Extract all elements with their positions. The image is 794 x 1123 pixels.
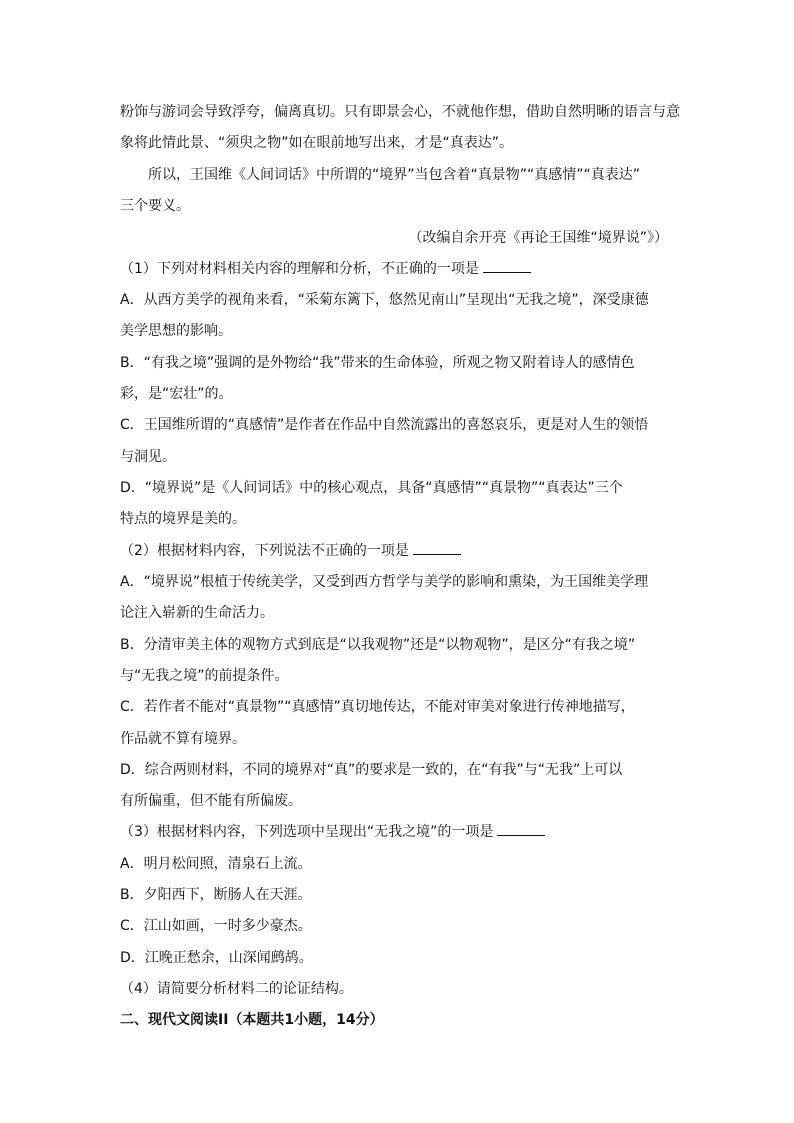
option-text: D．江晚正愁余，山深闻鹧鸪。: [120, 950, 313, 966]
question-3-stem: [120, 822, 680, 842]
option-text: 美学思想的影响。: [120, 323, 232, 339]
section-heading: 二、现代文阅读II（本题共1小题，14分）: [120, 1012, 384, 1028]
question-2-stem: [120, 541, 680, 561]
option-text: B．夕阳西下，断肠人在天涯。: [120, 887, 312, 903]
passage-line: 三个要义。: [120, 198, 190, 214]
answer-blank[interactable]: [497, 823, 545, 836]
option-text: A．“境界说”根植于传统美学，又受到西方哲学与美学的影响和熏染，为王国维美学理: [120, 574, 649, 590]
option-text: C．王国维所谓的“真感情”是作者在作品中自然流露出的喜怒哀乐，更是对人生的领悟: [120, 417, 649, 433]
question-1-stem: [120, 259, 680, 279]
option-text: 彩，是“宏壮”的。: [120, 386, 233, 402]
option-text: C．江山如画，一时多少豪杰。: [120, 918, 312, 934]
option-text: C．若作者不能对“真景物”“真感情”真切地传达，不能对审美对象进行传神地描写，: [120, 699, 635, 715]
passage-line: 粉饰与游词会导致浮夸，偏离真切。只有即景会心，不就他作想，借助自然明晰的语言与意: [120, 104, 680, 120]
source-citation: （改编自余开亮《再论王国维“境界说”》）: [408, 230, 668, 246]
option-text: 与洞见。: [120, 449, 176, 465]
option-text: A．从西方美学的视角来看，“采菊东篱下，悠然见南山”呈现出“无我之境”，深受康德: [120, 292, 649, 308]
answer-blank[interactable]: [413, 542, 461, 555]
option-text: 特点的境界是美的。: [120, 511, 246, 527]
question-4-stem: （4）请简要分析材料二的论证结构。: [120, 981, 353, 997]
option-text: 有所偏重，但不能有所偏废。: [120, 793, 302, 809]
question-3-text: （3）根据材料内容，下列选项中呈现出“无我之境”的一项是: [120, 824, 494, 840]
option-text: B．“有我之境”强调的是外物给“我”带来的生命体验，所观之物又附着诗人的感情色: [120, 355, 635, 371]
option-text: D．综合两则材料，不同的境界对“真”的要求是一致的，在“有我”与“无我”上可以: [120, 762, 623, 778]
passage-line: 所以，王国维《人间词话》中所谓的“境界”当包含着“真景物”“真感情”“真表达”: [120, 167, 641, 183]
option-text: D．“境界说”是《人间词话》中的核心观点，具备“真感情”“真景物”“真表达”三个: [120, 480, 623, 496]
option-text: 论注入崭新的生命活力。: [120, 605, 274, 621]
answer-blank[interactable]: [483, 260, 531, 273]
passage-line: 象将此情此景、“须臾之物”如在眼前地写出来，才是“真表达”。: [120, 135, 514, 151]
option-text: 与“无我之境”的前提条件。: [120, 668, 289, 684]
question-2-text: （2）根据材料内容，下列说法不正确的一项是: [120, 543, 409, 559]
option-text: 作品就不算有境界。: [120, 731, 246, 747]
option-text: B．分清审美主体的观物方式到底是“以我观物”还是“以物观物”，是区分“有我之境”: [120, 637, 636, 653]
question-1-text: （1）下列对材料相关内容的理解和分析，不正确的一项是: [120, 261, 479, 277]
option-text: A．明月松间照，清泉石上流。: [120, 856, 312, 872]
